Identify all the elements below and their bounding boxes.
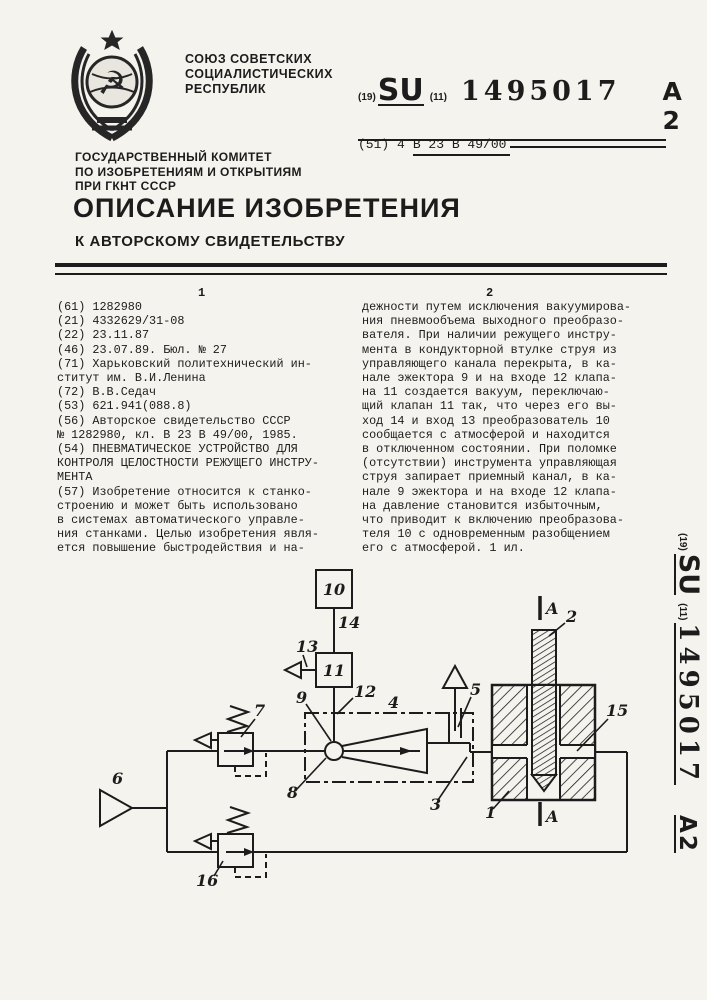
spring-icon xyxy=(227,706,248,732)
label-15: 15 xyxy=(606,701,629,720)
section-letter-top: A xyxy=(546,599,559,618)
code-19-prefix: (19) xyxy=(677,533,688,551)
country-code: SU xyxy=(673,553,704,596)
ipc-prefix: (51) 4 xyxy=(358,137,405,152)
label-7: 7 xyxy=(254,701,266,720)
jig-bushing-block xyxy=(492,596,595,826)
country-code: SU xyxy=(377,73,424,108)
air-supply-symbol xyxy=(100,751,167,852)
committee-name: ГОСУДАРСТВЕННЫЙ КОМИТЕТ ПО ИЗОБРЕТЕНИЯМ И ОТКРЫТИЯМ ПРИ ГКНТ СССР xyxy=(75,150,302,193)
exhaust-triangle-icon xyxy=(285,662,301,678)
receiving-channel xyxy=(427,666,493,752)
code-11-prefix: (11) xyxy=(677,603,688,621)
label-9: 9 xyxy=(296,688,308,707)
code-19-prefix: (19) xyxy=(358,92,376,103)
ipc-code: B 23 B 49/00 xyxy=(413,137,511,156)
country-name: СОЮЗ СОВЕТСКИХ СОЦИАЛИСТИЧЕСКИХ РЕСПУБЛИК xyxy=(185,52,333,96)
column-number-1: 1 xyxy=(198,286,206,300)
label-3: 3 xyxy=(430,795,442,814)
code-11-prefix: (11) xyxy=(429,92,447,103)
label-5: 5 xyxy=(470,680,482,699)
abstract-column: дежности путем исключения вакуумирова- ния пневмообъема выходного преобразо- вателя. При наличии режущего инстру- мента в кондукторной втулке струя из управляющего канала перекрыта, в ка- нале эжектора 9 и на входе 12 клапа- на 11 создается вакуум, переключаю- щий клапан 11 так, что через его вы- ход 14 и вход 13 преобразователь 10 сообщается с атмосферой и находится в отключенном состоянии. При поломке (отсутствии) инструмента управляющая струя запирает приемный канал, в ка- нале 9 эжектора и на входе 12 клапа- на давление становится избыточным, что приводит к включению преобразова- теля 10 с одновременным разобщением его с атмосферой. 1 ил. xyxy=(362,300,632,556)
label-8: 8 xyxy=(287,783,299,802)
label-12: 12 xyxy=(354,682,377,701)
label-14: 14 xyxy=(338,613,361,632)
page-subtitle: К АВТОРСКОМУ СВИДЕТЕЛЬСТВУ xyxy=(75,233,346,250)
document-kind: A2 xyxy=(674,815,700,853)
label-6: 6 xyxy=(112,769,124,788)
section-letter-bottom: A xyxy=(546,807,559,826)
bibliographic-column: (61) 1282980 (21) 4332629/31-08 (22) 23.11.87 (46) 23.07.89. Бюл. № 27 (71) Харьковский политехнический ин- ститут им. В.И.Ленина (72) В.В.Седач (53) 621.941(088.8) (56) Авторское свидетельство СССР № 1282980, кл. В 23 В 49/00, 1985. (54) ПНЕВМАТИЧЕСКОЕ УСТРОЙСТВО ДЛЯ КОНТРОЛЯ ЦЕЛОСТНОСТИ РЕЖУЩЕГО ИНСТРУ- МЕНТА (57) Изобретение относится к станко- строению и может быть использовано в системах автоматического управле- ния станками. Целью изобретения явля- ется повышение быстродействия и на- xyxy=(57,300,319,556)
label-11: 11 xyxy=(322,661,346,680)
hammer-sickle-icon: ☭ xyxy=(97,64,127,102)
vertical-publication-number xyxy=(673,533,704,853)
spring-icon xyxy=(227,807,248,833)
vent-triangle-icon xyxy=(443,666,467,688)
ejector-nozzle xyxy=(325,742,343,760)
exhaust-triangle-icon xyxy=(195,834,211,849)
label-4: 4 xyxy=(388,693,400,712)
document-kind: A 2 xyxy=(662,77,684,135)
publication-number: 1495017 xyxy=(461,76,621,107)
pilot-line xyxy=(235,753,266,776)
label-13: 13 xyxy=(296,637,319,656)
label-16: 16 xyxy=(196,871,219,890)
flow-arrow-icon xyxy=(400,747,412,755)
pilot-line xyxy=(235,854,266,877)
label-1: 1 xyxy=(485,803,497,822)
pressure-regulator-16 xyxy=(195,807,266,877)
label-2: 2 xyxy=(566,607,578,626)
column-number-2: 2 xyxy=(486,286,494,300)
label-10: 10 xyxy=(322,580,346,599)
publication-number: 1495017 xyxy=(673,623,703,786)
page-title: ОПИСАНИЕ ИЗОБРЕТЕНИЯ xyxy=(73,193,461,223)
exhaust-triangle-icon xyxy=(195,733,211,748)
cutting-tool xyxy=(532,630,556,791)
